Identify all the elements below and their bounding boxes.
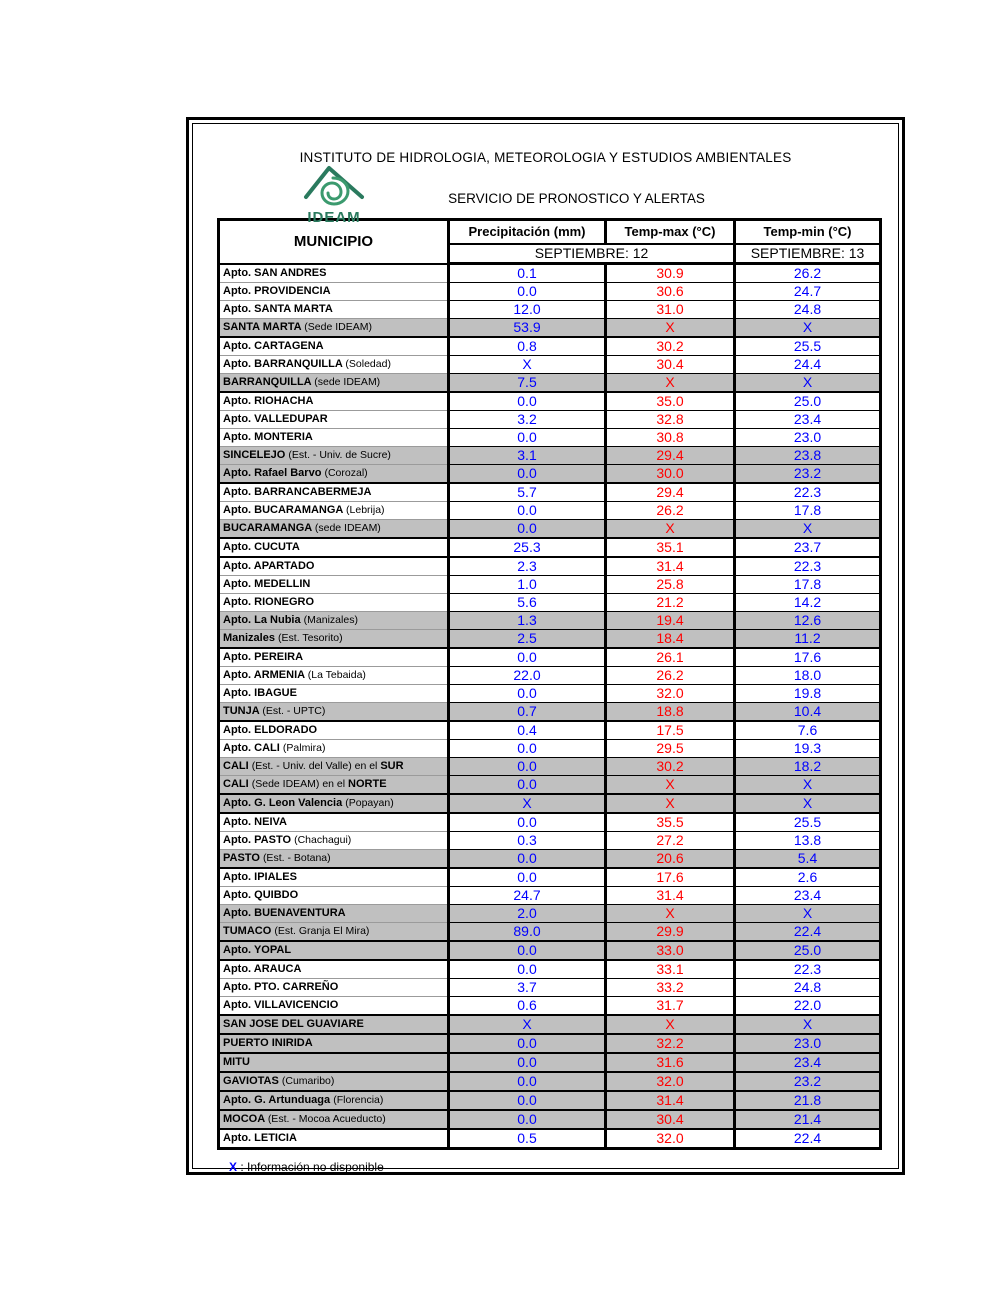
tmin-value-cell: 22.4 xyxy=(735,1129,881,1149)
table-row xyxy=(219,997,881,1016)
municipio-cell: Apto. ARMENIA (La Tebaida) xyxy=(219,667,449,685)
precip-value-cell: 1.3 xyxy=(449,612,606,630)
tmax-value-cell: 30.0 xyxy=(606,465,735,484)
table-row xyxy=(219,1091,881,1110)
tmin-value-cell: X xyxy=(735,319,881,338)
precip-value-cell: 3.2 xyxy=(449,411,606,429)
tmax-value-cell: X xyxy=(606,905,735,923)
municipio-cell: Apto. CARTAGENA xyxy=(219,337,449,356)
precip-value-cell: 0.0 xyxy=(449,283,606,301)
precip-value-cell: 3.1 xyxy=(449,447,606,465)
service-subtitle: SERVICIO DE PRONOSTICO Y ALERTAS xyxy=(448,191,705,206)
tmax-value-cell: 32.0 xyxy=(606,685,735,703)
precip-value-cell: X xyxy=(449,794,606,813)
table-row xyxy=(219,923,881,942)
municipio-cell: Apto. NEIVA xyxy=(219,813,449,832)
precip-value-cell: 0.0 xyxy=(449,941,606,960)
precip-value-cell: 53.9 xyxy=(449,319,606,338)
municipio-cell: Apto. BARRANCABERMEJA xyxy=(219,483,449,502)
institute-title: INSTITUTO DE HIDROLOGIA, METEOROLOGIA Y ESTUDIOS AMBIENTALES xyxy=(299,150,792,165)
municipio-cell: Apto. PEREIRA xyxy=(219,648,449,667)
tmin-value-cell: 24.8 xyxy=(735,301,881,319)
tmax-value-cell: 20.6 xyxy=(606,850,735,869)
precip-value-cell: 0.0 xyxy=(449,758,606,776)
tmin-value-cell: 17.8 xyxy=(735,502,881,520)
tmax-value-cell: 33.2 xyxy=(606,979,735,997)
precip-value-cell: X xyxy=(449,356,606,374)
table-row xyxy=(219,557,881,576)
weather-table xyxy=(217,218,882,1150)
tmin-value-cell: 23.8 xyxy=(735,447,881,465)
table-row xyxy=(219,648,881,667)
table-row xyxy=(219,502,881,520)
table-row xyxy=(219,758,881,776)
legend-text: : Información no disponible xyxy=(237,1160,384,1174)
table-row xyxy=(219,319,881,338)
table-row xyxy=(219,868,881,887)
table-row xyxy=(219,264,881,283)
report-frame xyxy=(186,117,905,1175)
tmin-value-cell: 19.3 xyxy=(735,740,881,758)
municipio-cell: Apto. SAN ANDRES xyxy=(219,264,449,283)
tmax-value-cell: 33.1 xyxy=(606,960,735,979)
tmin-value-cell: 26.2 xyxy=(735,264,881,283)
precip-value-cell: 3.7 xyxy=(449,979,606,997)
precip-value-cell: 5.7 xyxy=(449,483,606,502)
precip-value-cell: 0.0 xyxy=(449,1072,606,1091)
tmax-value-cell: 32.8 xyxy=(606,411,735,429)
table-row xyxy=(219,594,881,612)
table-row xyxy=(219,1034,881,1053)
tmin-value-cell: 25.5 xyxy=(735,337,881,356)
municipio-cell: Apto. ELDORADO xyxy=(219,721,449,740)
municipio-cell: PUERTO INIRIDA xyxy=(219,1034,449,1053)
table-row xyxy=(219,356,881,374)
legend-x-symbol: X xyxy=(229,1160,238,1174)
precip-value-cell: 22.0 xyxy=(449,667,606,685)
tmin-value-cell: X xyxy=(735,905,881,923)
tmax-value-cell: 31.7 xyxy=(606,997,735,1016)
tmin-value-cell: 21.8 xyxy=(735,1091,881,1110)
municipio-cell: Apto. ARAUCA xyxy=(219,960,449,979)
precip-value-cell: 0.0 xyxy=(449,392,606,411)
tmax-value-cell: X xyxy=(606,1015,735,1034)
table-row xyxy=(219,392,881,411)
tmax-value-cell: X xyxy=(606,374,735,393)
municipio-cell: Apto. G. Leon Valencia (Popayan) xyxy=(219,794,449,813)
municipio-cell: Apto. CALI (Palmira) xyxy=(219,740,449,758)
tmax-value-cell: 25.8 xyxy=(606,576,735,594)
municipio-cell: Apto. BARRANQUILLA (Soledad) xyxy=(219,356,449,374)
tmax-value-cell: 17.5 xyxy=(606,721,735,740)
tmin-value-cell: 18.2 xyxy=(735,758,881,776)
table-row xyxy=(219,301,881,319)
ideam-logo-icon xyxy=(302,193,366,210)
municipio-cell: PASTO (Est. - Botana) xyxy=(219,850,449,869)
tmax-value-cell: 29.4 xyxy=(606,483,735,502)
table-row xyxy=(219,979,881,997)
table-body xyxy=(219,264,881,1149)
municipio-cell: TUNJA (Est. - UPTC) xyxy=(219,703,449,722)
table-row xyxy=(219,465,881,484)
table-row xyxy=(219,612,881,630)
precip-value-cell: 0.0 xyxy=(449,868,606,887)
municipio-cell: MOCOA (Est. - Mocoa Acueducto) xyxy=(219,1110,449,1129)
municipio-cell: SAN JOSE DEL GUAVIARE xyxy=(219,1015,449,1034)
tmin-value-cell: 17.8 xyxy=(735,576,881,594)
tmin-value-cell: X xyxy=(735,520,881,539)
tmin-value-cell: 25.0 xyxy=(735,392,881,411)
precip-value-cell: 2.5 xyxy=(449,630,606,649)
ideam-logo-text: IDEAM xyxy=(307,209,361,226)
tmax-value-cell: 35.0 xyxy=(606,392,735,411)
precip-value-cell: 2.0 xyxy=(449,905,606,923)
table-row xyxy=(219,721,881,740)
tmax-value-cell: 35.5 xyxy=(606,813,735,832)
municipio-cell: SINCELEJO (Est. - Univ. de Sucre) xyxy=(219,447,449,465)
tmin-value-cell: 23.0 xyxy=(735,1034,881,1053)
table-row xyxy=(219,483,881,502)
precip-value-cell: 0.6 xyxy=(449,997,606,1016)
header-date-septiembre-13: SEPTIEMBRE: 13 xyxy=(735,244,881,264)
tmin-value-cell: 7.6 xyxy=(735,721,881,740)
tmax-value-cell: 31.6 xyxy=(606,1053,735,1072)
tmax-value-cell: 31.4 xyxy=(606,1091,735,1110)
precip-value-cell: 24.7 xyxy=(449,887,606,905)
table-row xyxy=(219,794,881,813)
tmax-value-cell: 30.2 xyxy=(606,337,735,356)
tmin-value-cell: 14.2 xyxy=(735,594,881,612)
tmax-value-cell: 31.4 xyxy=(606,557,735,576)
precip-value-cell: 0.0 xyxy=(449,648,606,667)
municipio-cell: BARRANQUILLA (sede IDEAM) xyxy=(219,374,449,393)
tmin-value-cell: X xyxy=(735,794,881,813)
precip-value-cell: 0.1 xyxy=(449,264,606,283)
municipio-cell: Manizales (Est. Tesorito) xyxy=(219,630,449,649)
table-row xyxy=(219,1129,881,1149)
table-row xyxy=(219,538,881,557)
tmax-value-cell: 17.6 xyxy=(606,868,735,887)
precip-value-cell: 0.3 xyxy=(449,832,606,850)
precip-value-cell: 89.0 xyxy=(449,923,606,942)
tmax-value-cell: 19.4 xyxy=(606,612,735,630)
municipio-cell: Apto. PROVIDENCIA xyxy=(219,283,449,301)
precip-value-cell: 0.0 xyxy=(449,1110,606,1129)
precip-value-cell: 0.0 xyxy=(449,960,606,979)
municipio-cell: CALI (Sede IDEAM) en el NORTE xyxy=(219,776,449,795)
precip-value-cell: 12.0 xyxy=(449,301,606,319)
precip-value-cell: 2.3 xyxy=(449,557,606,576)
municipio-cell: Apto. BUENAVENTURA xyxy=(219,905,449,923)
precip-value-cell: X xyxy=(449,1015,606,1034)
tmin-value-cell: 19.8 xyxy=(735,685,881,703)
table-row xyxy=(219,520,881,539)
municipio-cell: Apto. QUIBDO xyxy=(219,887,449,905)
table-row xyxy=(219,1110,881,1129)
precip-value-cell: 0.0 xyxy=(449,850,606,869)
header-municipio: MUNICIPIO xyxy=(219,220,449,264)
tmin-value-cell: X xyxy=(735,1015,881,1034)
tmax-value-cell: 30.2 xyxy=(606,758,735,776)
precip-value-cell: 5.6 xyxy=(449,594,606,612)
precip-value-cell: 0.0 xyxy=(449,1091,606,1110)
municipio-cell: Apto. RIOHACHA xyxy=(219,392,449,411)
municipio-cell: CALI (Est. - Univ. del Valle) en el SUR xyxy=(219,758,449,776)
ideam-logo xyxy=(299,164,369,226)
tmax-value-cell: 29.4 xyxy=(606,447,735,465)
tmax-value-cell: X xyxy=(606,776,735,795)
table-row xyxy=(219,667,881,685)
tmin-value-cell: 24.8 xyxy=(735,979,881,997)
precip-value-cell: 0.0 xyxy=(449,740,606,758)
municipio-cell: Apto. YOPAL xyxy=(219,941,449,960)
tmax-value-cell: 26.2 xyxy=(606,502,735,520)
tmin-value-cell: 23.2 xyxy=(735,465,881,484)
table-row xyxy=(219,887,881,905)
table-row xyxy=(219,1015,881,1034)
tmin-value-cell: 22.3 xyxy=(735,483,881,502)
tmin-value-cell: 2.6 xyxy=(735,868,881,887)
table-row xyxy=(219,813,881,832)
municipio-cell: MITU xyxy=(219,1053,449,1072)
tmin-value-cell: 25.5 xyxy=(735,813,881,832)
tmin-value-cell: 12.6 xyxy=(735,612,881,630)
tmax-value-cell: 29.5 xyxy=(606,740,735,758)
tmax-value-cell: 18.4 xyxy=(606,630,735,649)
table-row xyxy=(219,832,881,850)
municipio-cell: Apto. BUCARAMANGA (Lebrija) xyxy=(219,502,449,520)
tmin-value-cell: 22.3 xyxy=(735,960,881,979)
municipio-cell: GAVIOTAS (Cumaribo) xyxy=(219,1072,449,1091)
tmax-value-cell: 32.0 xyxy=(606,1129,735,1149)
tmin-value-cell: 11.2 xyxy=(735,630,881,649)
tmax-value-cell: 31.4 xyxy=(606,887,735,905)
tmin-value-cell: 23.2 xyxy=(735,1072,881,1091)
municipio-cell: Apto. MONTERIA xyxy=(219,429,449,447)
precip-value-cell: 0.0 xyxy=(449,776,606,795)
tmax-value-cell: 35.1 xyxy=(606,538,735,557)
tmin-value-cell: 23.7 xyxy=(735,538,881,557)
precip-value-cell: 0.0 xyxy=(449,1034,606,1053)
tmin-value-cell: 23.4 xyxy=(735,887,881,905)
table-row xyxy=(219,374,881,393)
municipio-cell: Apto. IBAGUE xyxy=(219,685,449,703)
table-row xyxy=(219,337,881,356)
municipio-cell: Apto. PASTO (Chachagui) xyxy=(219,832,449,850)
tmin-value-cell: 13.8 xyxy=(735,832,881,850)
tmin-value-cell: 24.7 xyxy=(735,283,881,301)
table-row xyxy=(219,905,881,923)
municipio-cell: Apto. CUCUTA xyxy=(219,538,449,557)
municipio-cell: SANTA MARTA (Sede IDEAM) xyxy=(219,319,449,338)
municipio-cell: Apto. PTO. CARREÑO xyxy=(219,979,449,997)
municipio-cell: Apto. RIONEGRO xyxy=(219,594,449,612)
tmax-value-cell: 31.0 xyxy=(606,301,735,319)
table-row xyxy=(219,703,881,722)
table-row xyxy=(219,740,881,758)
table-row xyxy=(219,941,881,960)
precip-value-cell: 0.0 xyxy=(449,685,606,703)
table-row xyxy=(219,576,881,594)
precip-value-cell: 0.5 xyxy=(449,1129,606,1149)
municipio-cell: Apto. IPIALES xyxy=(219,868,449,887)
tmin-value-cell: 17.6 xyxy=(735,648,881,667)
municipio-cell: TUMACO (Est. Granja El Mira) xyxy=(219,923,449,942)
precip-value-cell: 0.0 xyxy=(449,813,606,832)
tmin-value-cell: 25.0 xyxy=(735,941,881,960)
tmin-value-cell: 10.4 xyxy=(735,703,881,722)
table-row xyxy=(219,1072,881,1091)
table-row xyxy=(219,429,881,447)
table-row xyxy=(219,960,881,979)
tmin-value-cell: 18.0 xyxy=(735,667,881,685)
precip-value-cell: 25.3 xyxy=(449,538,606,557)
tmax-value-cell: 30.9 xyxy=(606,264,735,283)
tmin-value-cell: X xyxy=(735,776,881,795)
municipio-cell: Apto. MEDELLIN xyxy=(219,576,449,594)
table-row xyxy=(219,630,881,649)
municipio-cell: Apto. VILLAVICENCIO xyxy=(219,997,449,1016)
tmin-value-cell: 23.4 xyxy=(735,1053,881,1072)
tmin-value-cell: 24.4 xyxy=(735,356,881,374)
precip-value-cell: 1.0 xyxy=(449,576,606,594)
tmax-value-cell: 21.2 xyxy=(606,594,735,612)
tmax-value-cell: 32.2 xyxy=(606,1034,735,1053)
precip-value-cell: 0.0 xyxy=(449,520,606,539)
tmax-value-cell: X xyxy=(606,319,735,338)
tmax-value-cell: 32.0 xyxy=(606,1072,735,1091)
table-container xyxy=(217,218,898,1150)
precip-value-cell: 0.0 xyxy=(449,429,606,447)
table-row xyxy=(219,776,881,795)
tmax-value-cell: 33.0 xyxy=(606,941,735,960)
municipio-cell: Apto. La Nubia (Manizales) xyxy=(219,612,449,630)
tmin-value-cell: 22.0 xyxy=(735,997,881,1016)
municipio-cell: Apto. APARTADO xyxy=(219,557,449,576)
table-row xyxy=(219,447,881,465)
table-row xyxy=(219,411,881,429)
table-row xyxy=(219,283,881,301)
tmax-value-cell: X xyxy=(606,520,735,539)
legend-note xyxy=(229,1160,898,1174)
table-row xyxy=(219,1053,881,1072)
municipio-cell: Apto. Rafael Barvo (Corozal) xyxy=(219,465,449,484)
table-header xyxy=(219,220,881,264)
tmin-value-cell: 22.3 xyxy=(735,557,881,576)
tmin-value-cell: 23.0 xyxy=(735,429,881,447)
tmax-value-cell: 30.4 xyxy=(606,1110,735,1129)
precip-value-cell: 7.5 xyxy=(449,374,606,393)
municipio-cell: Apto. LETICIA xyxy=(219,1129,449,1149)
precip-value-cell: 0.0 xyxy=(449,465,606,484)
tmax-value-cell: X xyxy=(606,794,735,813)
tmax-value-cell: 26.1 xyxy=(606,648,735,667)
tmax-value-cell: 30.8 xyxy=(606,429,735,447)
tmin-value-cell: 22.4 xyxy=(735,923,881,942)
report-frame-inner xyxy=(192,123,899,1174)
municipio-cell: Apto. G. Artunduaga (Florencia) xyxy=(219,1091,449,1110)
tmin-value-cell: 5.4 xyxy=(735,850,881,869)
precip-value-cell: 0.0 xyxy=(449,502,606,520)
tmin-value-cell: X xyxy=(735,374,881,393)
tmin-value-cell: 23.4 xyxy=(735,411,881,429)
precip-value-cell: 0.0 xyxy=(449,1053,606,1072)
table-row xyxy=(219,685,881,703)
municipio-cell: Apto. VALLEDUPAR xyxy=(219,411,449,429)
header-date-septiembre-12: SEPTIEMBRE: 12 xyxy=(449,244,735,264)
precip-value-cell: 0.4 xyxy=(449,721,606,740)
municipio-cell: BUCARAMANGA (sede IDEAM) xyxy=(219,520,449,539)
table-row xyxy=(219,850,881,869)
tmax-value-cell: 27.2 xyxy=(606,832,735,850)
tmax-value-cell: 26.2 xyxy=(606,667,735,685)
tmax-value-cell: 30.4 xyxy=(606,356,735,374)
tmax-value-cell: 18.8 xyxy=(606,703,735,722)
precip-value-cell: 0.7 xyxy=(449,703,606,722)
tmax-value-cell: 29.9 xyxy=(606,923,735,942)
precip-value-cell: 0.8 xyxy=(449,337,606,356)
municipio-cell: Apto. SANTA MARTA xyxy=(219,301,449,319)
header-temp-min: Temp-min (°C) xyxy=(735,220,881,244)
header-temp-max: Temp-max (°C) xyxy=(606,220,735,244)
tmax-value-cell: 30.6 xyxy=(606,283,735,301)
header-precipitacion: Precipitación (mm) xyxy=(449,220,606,244)
tmin-value-cell: 21.4 xyxy=(735,1110,881,1129)
